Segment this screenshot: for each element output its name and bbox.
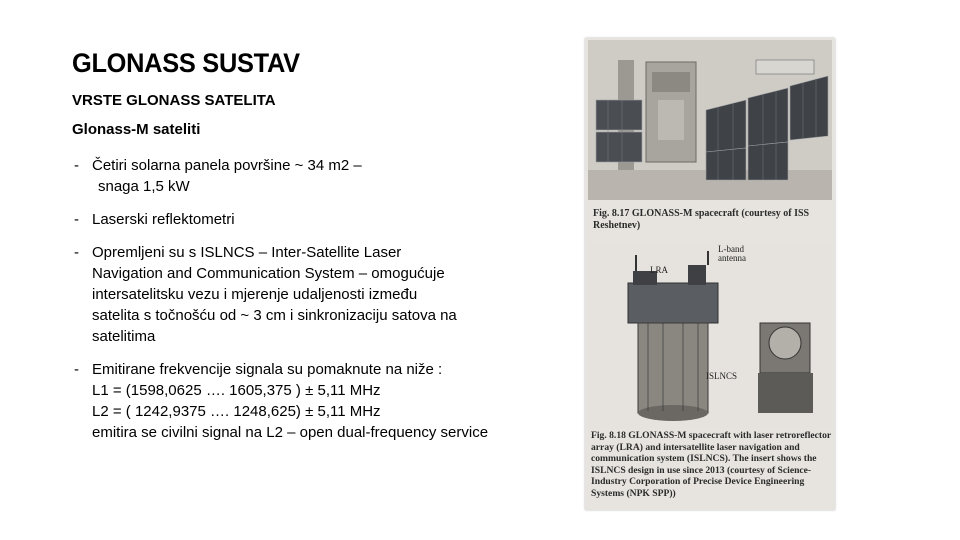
bullet-list [74,155,579,455]
bullet-line: intersatelitsku vezu i mjerenje udaljenosti između [92,286,418,303]
bullet-dash: - [74,244,79,261]
slide-subtitle: VRSTE GLONASS SATELITA [72,92,276,109]
bullet-line: Opremljeni su s ISLNCS – Inter-Satellite Laser [92,244,402,261]
bullet-line: Navigation and Communication System – omogućuje [92,265,445,282]
bullet-dash: - [74,361,79,378]
label-lra: LRA [650,265,668,275]
figure-caption-2: Fig. 8.18 GLONASS-M spacecraft with laser retroreflector array (LRA) and intersatellite laser navigation and communication system (ISLNCS). The insert shows the ISLNCS design in use since 2013 (courtesy of Science-Industry Corporation of Precise Device Engineering Systems (NPK SPP)) [591,430,831,499]
label-l-band-antenna: L-band antenna [718,244,746,263]
figure-caption-1: Fig. 8.17 GLONASS-M spacecraft (courtesy of ISS Reshetnev) [593,208,810,231]
bullet-line: emitira se civilni signal na L2 – open dual-frequency service [92,424,489,441]
bullet-item [74,359,579,443]
bullet-line: L2 = ( 1242,9375 …. 1248,625) ± 5,11 MHz [92,403,381,420]
label-islncs: ISLNCS [706,371,738,381]
spacecraft-illustration [588,40,832,200]
glonass-m-lra-photo [588,243,832,429]
bullet-line: snaga 1,5 kW [98,178,190,195]
glonass-m-spacecraft-photo [588,40,832,200]
bullet-dash: - [74,157,79,174]
bullet-item [74,242,579,347]
bullet-line: Laserski reflektometri [92,211,235,228]
bullet-item [74,155,579,197]
spacecraft-detail-illustration [588,243,832,429]
bullet-line: satelita s točnošću od ~ 3 cm i sinkronizaciju satova na [92,307,457,324]
slide-title: GLONASS SUSTAV [72,48,300,78]
bullet-line: Četiri solarna panela površine ~ 34 m2 – [92,157,362,174]
bullet-line: satelitima [92,328,156,345]
figure-scan [585,38,835,510]
bullet-dash: - [74,211,79,228]
bullet-item [74,209,579,230]
section-heading: Glonass-M sateliti [72,121,201,138]
bullet-line: L1 = (1598,0625 …. 1605,375 ) ± 5,11 MHz [92,382,381,399]
bullet-line: Emitirane frekvencije signala su pomaknute na niže : [92,361,443,378]
